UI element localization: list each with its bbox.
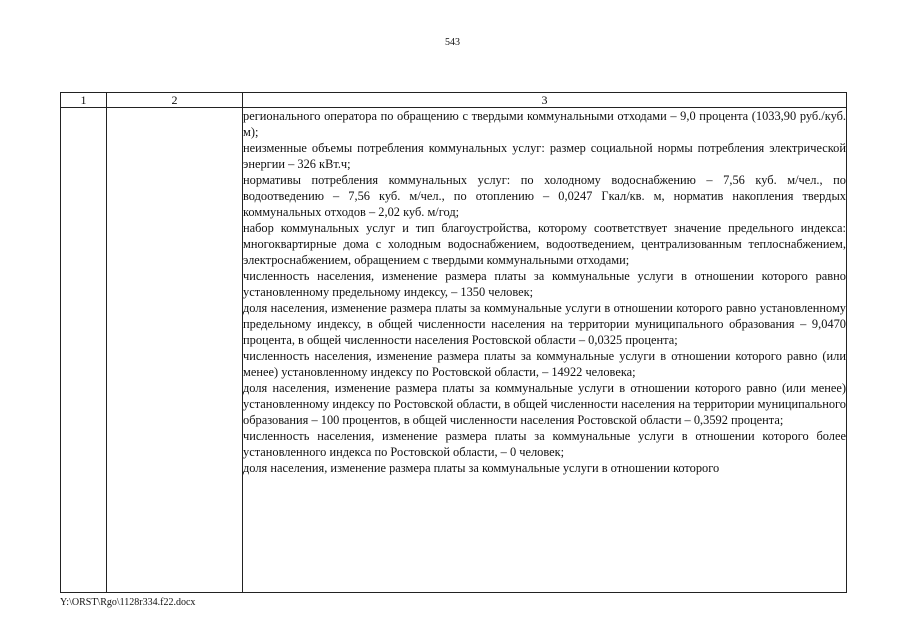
column-2-cell [107,108,243,593]
column-header-1: 1 [61,93,107,108]
page-number: 543 [445,37,460,48]
paragraph: численность населения, изменение размера платы за коммунальные услуги в отношении которого равно (или менее) установленному индексу по Ростовской области, – 14922 человека; [243,349,846,379]
paragraph: численность населения, изменение размера платы за коммунальные услуги в отношении которого равно установленному предельному индексу, – 1350 человек; [243,269,846,299]
table-header-row [61,93,847,108]
paragraph: доля населения, изменение размера платы за коммунальные услуги в отношении которого [243,461,720,475]
paragraph: доля населения, изменение размера платы за коммунальные услуги в отношении которого равно (или менее) установленному индексу по Ростовской области, в общей численности населения на территории муниципального образования – 100 процентов, в общей численности населения Ростовской области – 0,3592 процента; [243,381,846,427]
column-1-cell [61,108,107,593]
table-row [61,108,847,593]
column-header-2: 2 [107,93,243,108]
footer-file-path: Y:\ORST\Rgo\1128r334.f22.docx [60,597,196,608]
document-table [60,92,847,593]
paragraph: численность населения, изменение размера платы за коммунальные услуги в отношении которого более установленного индекса по Ростовской области, – 0 человек; [243,429,846,459]
column-3-content [243,108,847,593]
paragraph: неизменные объемы потребления коммунальных услуг: размер социальной нормы потребления электрической энергии – 326 кВт.ч; [243,141,846,171]
paragraph: нормативы потребления коммунальных услуг: по холодному водоснабжению – 7,56 куб. м/чел., по водоотведению – 7,56 куб. м/чел., по отоплению – 0,0247 Гкал/кв. м, норматив накопления твердых коммунальных отходов – 2,02 куб. м/год; [243,173,846,219]
paragraph: доля населения, изменение размера платы за коммунальные услуги в отношении которого равно установленному предельному индексу, в общей численности населения на территории муниципального образования – 9,0470 процента, в общей численности населения Ростовской области – 0,0325 процента; [243,301,846,347]
paragraph: набор коммунальных услуг и тип благоустройства, которому соответствует значение предельного индекса: многоквартирные дома с холодным водоснабжением, водоотведением, централизованным теплоснабжением, электроснабжением, обращением с твердыми коммунальными отходами; [243,221,846,267]
column-header-3: 3 [243,93,847,108]
paragraph: регионального оператора по обращению с твердыми коммунальными отходами – 9,0 процента (1033,90 руб./куб. м); [243,109,846,139]
